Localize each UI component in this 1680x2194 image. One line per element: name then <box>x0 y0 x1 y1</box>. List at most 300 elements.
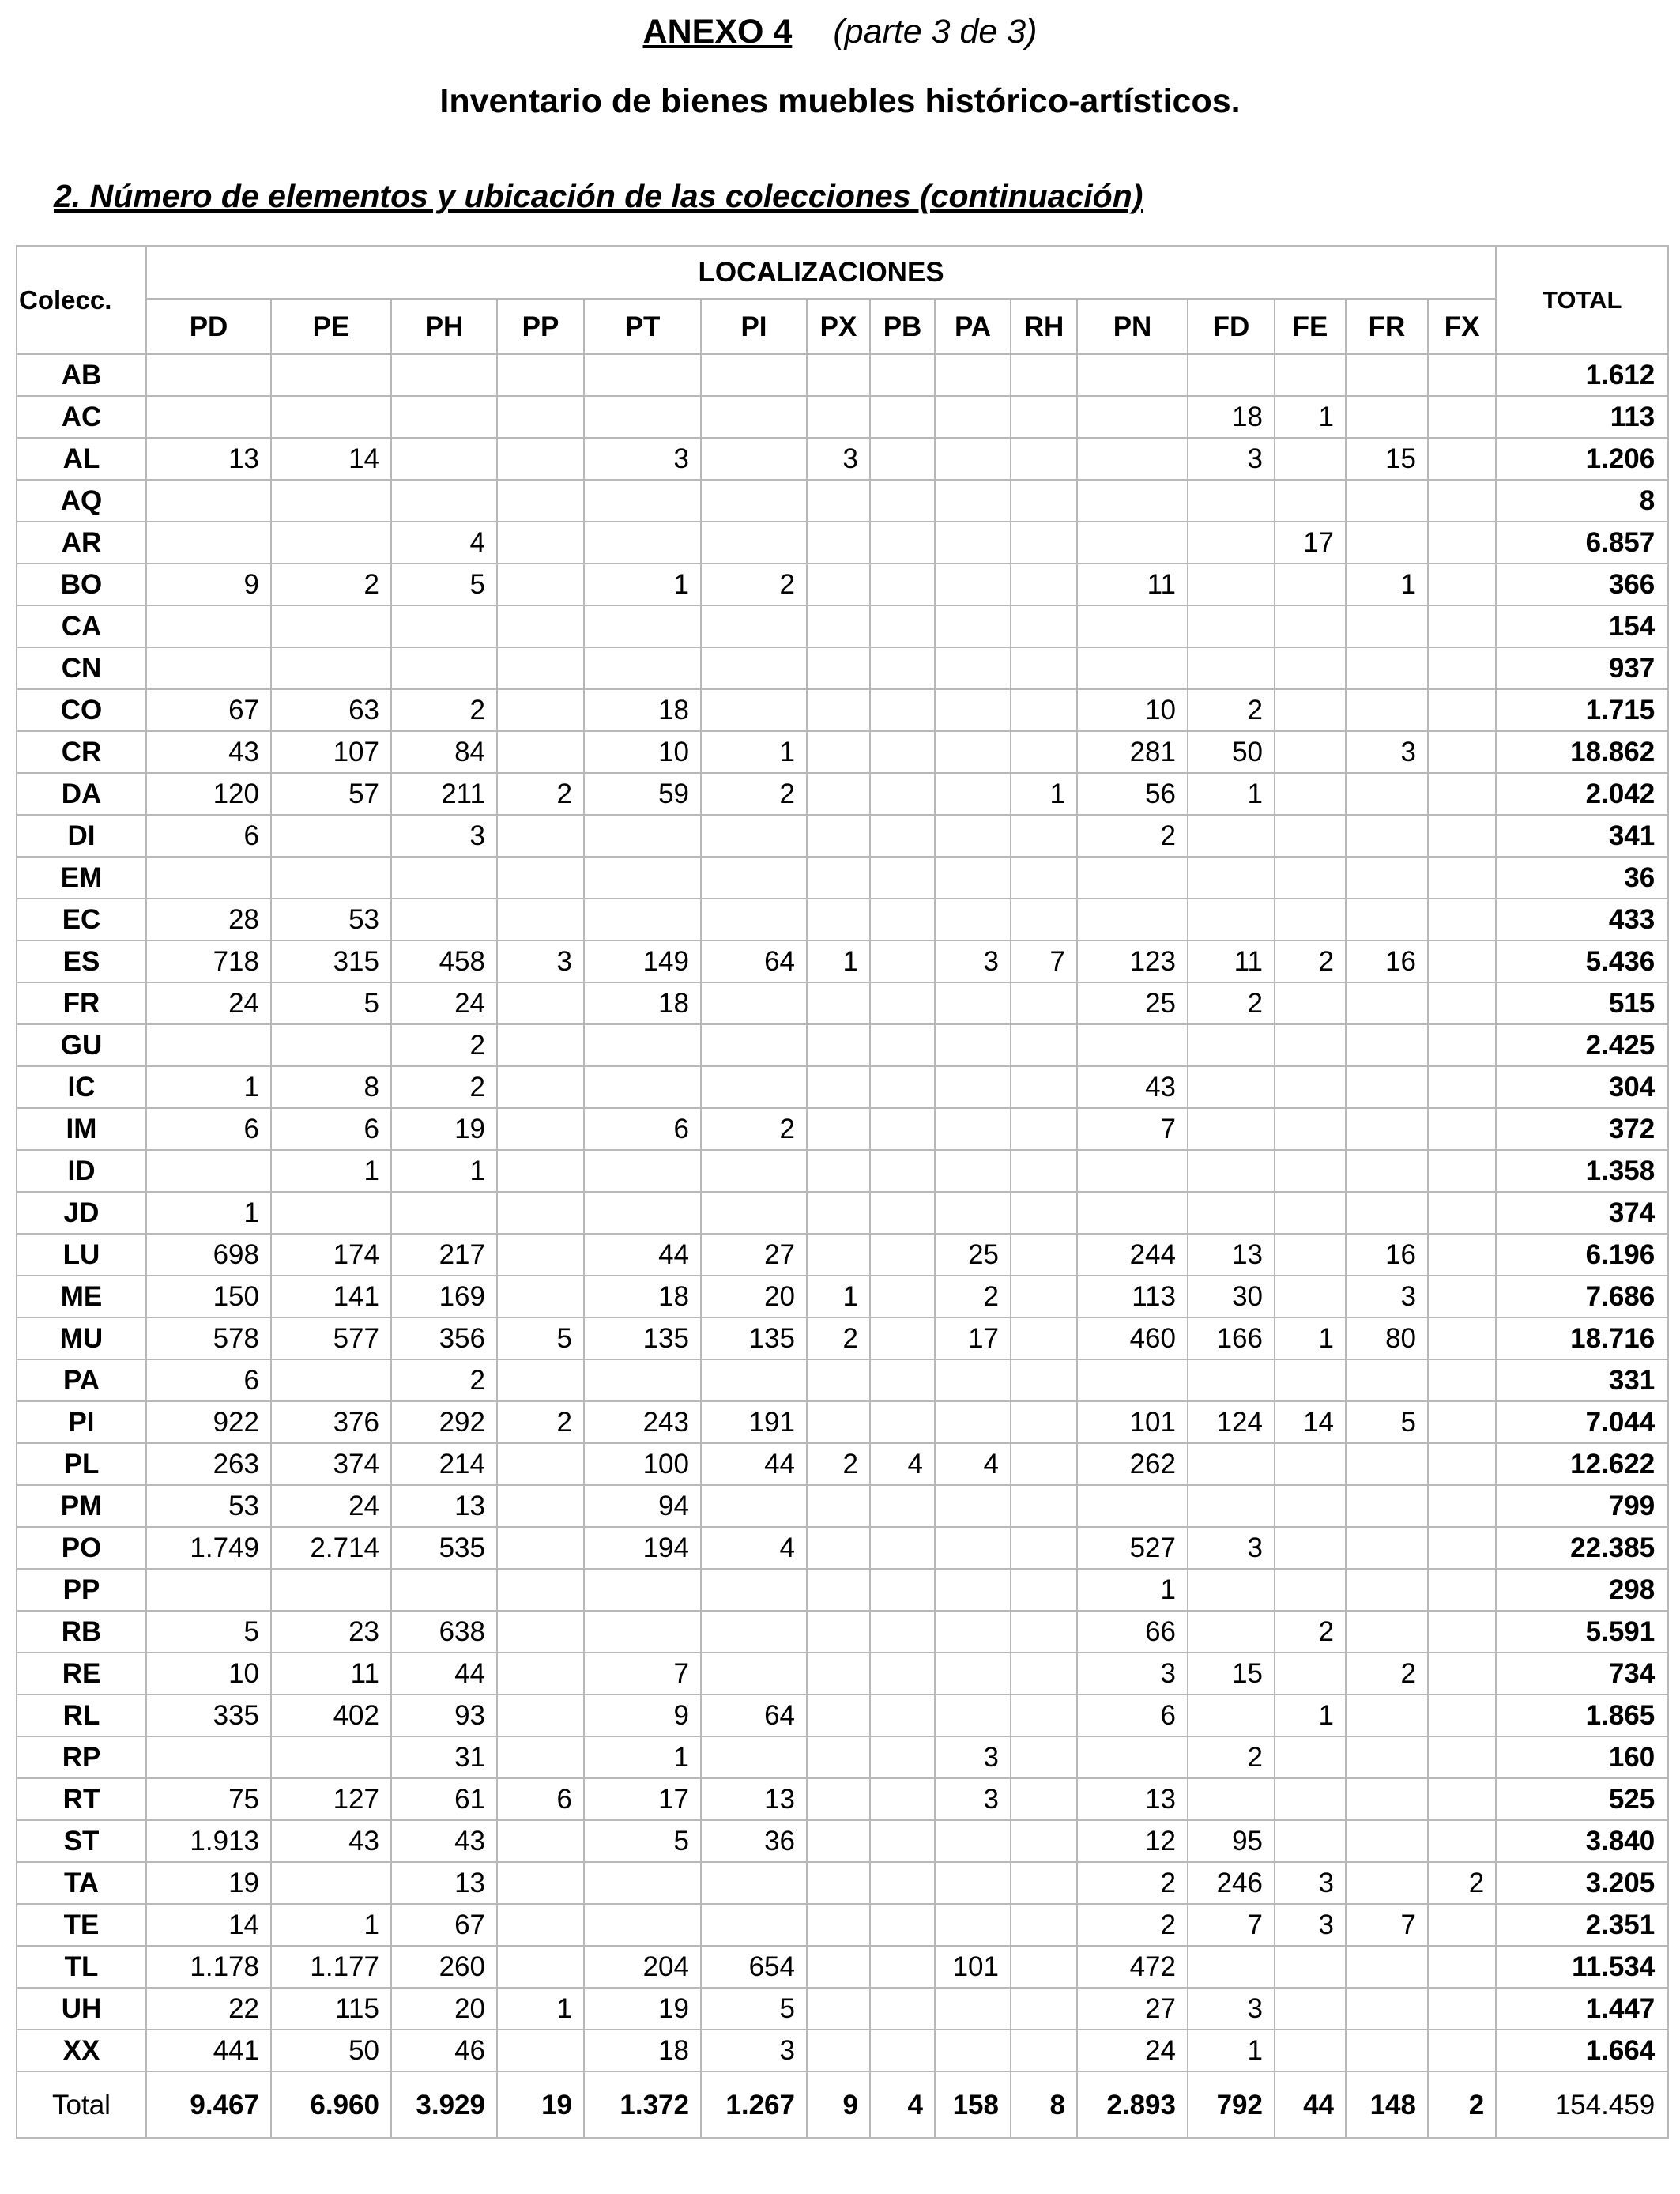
row-total: 160 <box>1496 1736 1668 1778</box>
table-cell <box>1275 1150 1346 1192</box>
row-total: 515 <box>1496 982 1668 1024</box>
table-cell: 2 <box>701 564 807 605</box>
table-cell <box>701 605 807 647</box>
table-cell <box>1011 1695 1077 1736</box>
table-cell: 43 <box>391 1820 497 1862</box>
table-cell <box>935 1485 1011 1527</box>
table-cell <box>1188 647 1275 689</box>
table-cell: 2 <box>1077 1862 1188 1904</box>
table-cell <box>807 1988 870 2030</box>
table-cell: 43 <box>146 731 271 773</box>
table-cell <box>271 815 391 857</box>
location-header-rh: RH <box>1011 299 1077 354</box>
table-cell <box>870 438 935 480</box>
collection-code: XX <box>17 2030 146 2071</box>
table-cell <box>1011 564 1077 605</box>
table-cell <box>870 1401 935 1443</box>
table-cell <box>584 1359 701 1401</box>
table-cell: 25 <box>1077 982 1188 1024</box>
table-cell <box>497 2030 584 2071</box>
table-cell <box>870 1359 935 1401</box>
table-cell: 100 <box>584 1443 701 1485</box>
table-cell: 211 <box>391 773 497 815</box>
table-row <box>17 1359 1668 1401</box>
row-total: 1.358 <box>1496 1150 1668 1192</box>
table-cell <box>870 815 935 857</box>
table-cell <box>1275 773 1346 815</box>
table-cell <box>391 899 497 941</box>
table-cell <box>701 1485 807 1527</box>
location-codes-row <box>17 299 1668 354</box>
table-cell: 3 <box>1188 1988 1275 2030</box>
table-cell: 44 <box>584 1234 701 1276</box>
table-cell <box>1428 647 1496 689</box>
table-cell: 1 <box>146 1066 271 1108</box>
table-cell: 66 <box>1077 1611 1188 1653</box>
table-row <box>17 1988 1668 2030</box>
table-cell <box>1428 1192 1496 1234</box>
location-header-pi: PI <box>701 299 807 354</box>
table-cell: 472 <box>1077 1946 1188 1988</box>
total-row <box>17 2071 1668 2138</box>
table-cell <box>870 354 935 396</box>
table-cell <box>1275 1108 1346 1150</box>
table-cell: 6 <box>271 1108 391 1150</box>
table-cell <box>1346 1443 1428 1485</box>
table-cell: 5 <box>584 1820 701 1862</box>
table-cell <box>497 1234 584 1276</box>
table-row <box>17 605 1668 647</box>
table-cell: 59 <box>584 773 701 815</box>
table-cell <box>935 815 1011 857</box>
row-total: 374 <box>1496 1192 1668 1234</box>
table-cell: 2 <box>1275 941 1346 982</box>
table-cell <box>807 1024 870 1066</box>
collection-code: AL <box>17 438 146 480</box>
table-cell <box>1077 899 1188 941</box>
table-cell <box>497 1611 584 1653</box>
table-cell: 460 <box>1077 1318 1188 1359</box>
table-cell <box>1346 815 1428 857</box>
table-cell: 718 <box>146 941 271 982</box>
table-cell <box>870 2030 935 2071</box>
table-cell <box>1011 1988 1077 2030</box>
collection-code: PP <box>17 1569 146 1611</box>
table-cell <box>935 480 1011 522</box>
table-cell <box>1011 1946 1077 1988</box>
collection-code: DA <box>17 773 146 815</box>
table-row <box>17 1736 1668 1778</box>
table-cell: 7 <box>1077 1108 1188 1150</box>
table-cell <box>1011 647 1077 689</box>
table-cell: 2 <box>1275 1611 1346 1653</box>
table-cell <box>1011 522 1077 564</box>
table-cell <box>271 605 391 647</box>
table-cell <box>1428 1066 1496 1108</box>
table-cell <box>870 1276 935 1318</box>
table-cell: 10 <box>146 1653 271 1695</box>
table-cell <box>807 1611 870 1653</box>
table-cell <box>1428 899 1496 941</box>
table-cell <box>497 1736 584 1778</box>
table-cell <box>935 522 1011 564</box>
locations-header: LOCALIZACIONES <box>146 246 1496 299</box>
table-cell <box>870 1988 935 2030</box>
table-cell <box>807 1695 870 1736</box>
table-cell <box>1428 1443 1496 1485</box>
collection-code: BO <box>17 564 146 605</box>
table-cell <box>1275 605 1346 647</box>
collection-code: MU <box>17 1318 146 1359</box>
table-cell <box>807 731 870 773</box>
table-cell: 61 <box>391 1778 497 1820</box>
table-cell <box>935 354 1011 396</box>
table-cell <box>146 354 271 396</box>
table-cell <box>1011 1276 1077 1318</box>
table-cell <box>870 731 935 773</box>
table-cell: 6 <box>497 1778 584 1820</box>
table-cell <box>1275 1736 1346 1778</box>
table-cell <box>1188 354 1275 396</box>
table-cell <box>935 1527 1011 1569</box>
table-cell: 123 <box>1077 941 1188 982</box>
table-body <box>17 354 1668 2071</box>
table-cell <box>935 2030 1011 2071</box>
table-cell: 1 <box>1275 1318 1346 1359</box>
table-cell <box>1077 1024 1188 1066</box>
table-cell <box>584 1024 701 1066</box>
table-cell <box>870 773 935 815</box>
table-cell <box>807 1527 870 1569</box>
table-cell <box>1275 1569 1346 1611</box>
table-cell: 101 <box>1077 1401 1188 1443</box>
table-row <box>17 1904 1668 1946</box>
table-cell: 1 <box>1275 396 1346 438</box>
table-row <box>17 773 1668 815</box>
table-cell <box>870 1318 935 1359</box>
table-cell <box>1275 1192 1346 1234</box>
table-cell <box>1428 1946 1496 1988</box>
table-cell <box>1428 2030 1496 2071</box>
table-cell <box>1275 1946 1346 1988</box>
table-cell <box>807 1820 870 1862</box>
table-cell: 1 <box>1188 2030 1275 2071</box>
table-cell <box>807 1401 870 1443</box>
table-cell <box>701 1024 807 1066</box>
collection-code: DI <box>17 815 146 857</box>
table-cell <box>1188 1150 1275 1192</box>
table-cell: 2 <box>497 773 584 815</box>
table-cell: 1 <box>271 1150 391 1192</box>
table-cell <box>1275 354 1346 396</box>
table-cell <box>701 480 807 522</box>
table-cell <box>1188 564 1275 605</box>
table-cell <box>497 1653 584 1695</box>
table-cell: 5 <box>1346 1401 1428 1443</box>
table-cell: 107 <box>271 731 391 773</box>
table-cell <box>584 1066 701 1108</box>
table-cell: 166 <box>1188 1318 1275 1359</box>
table-cell: 53 <box>146 1485 271 1527</box>
table-cell <box>935 1611 1011 1653</box>
table-cell <box>497 480 584 522</box>
table-cell <box>1188 1192 1275 1234</box>
table-row <box>17 1820 1668 1862</box>
table-cell <box>1428 815 1496 857</box>
table-cell: 18 <box>1188 396 1275 438</box>
row-total: 372 <box>1496 1108 1668 1150</box>
table-cell: 18 <box>584 689 701 731</box>
table-cell: 9 <box>146 564 271 605</box>
table-cell <box>807 857 870 899</box>
table-cell <box>1346 982 1428 1024</box>
table-cell: 2 <box>391 1359 497 1401</box>
table-cell <box>1275 1820 1346 1862</box>
table-cell <box>1346 647 1428 689</box>
table-cell <box>391 354 497 396</box>
table-cell: 24 <box>1077 2030 1188 2071</box>
table-cell: 24 <box>391 982 497 1024</box>
table-cell <box>1275 1653 1346 1695</box>
table-cell <box>1346 1778 1428 1820</box>
table-cell: 1 <box>391 1150 497 1192</box>
table-cell <box>497 899 584 941</box>
table-cell: 64 <box>701 941 807 982</box>
table-cell: 2 <box>1077 815 1188 857</box>
table-cell <box>701 1359 807 1401</box>
row-total: 3.840 <box>1496 1820 1668 1862</box>
table-cell: 67 <box>391 1904 497 1946</box>
row-total: 1.206 <box>1496 438 1668 480</box>
table-cell: 3 <box>1346 1276 1428 1318</box>
table-cell: 1 <box>1346 564 1428 605</box>
table-cell: 120 <box>146 773 271 815</box>
collection-code: PL <box>17 1443 146 1485</box>
table-cell <box>807 1485 870 1527</box>
table-cell <box>807 982 870 1024</box>
table-cell: 115 <box>271 1988 391 2030</box>
table-cell <box>870 1862 935 1904</box>
table-cell <box>584 522 701 564</box>
table-cell <box>1428 564 1496 605</box>
table-cell <box>701 1611 807 1653</box>
total-header: TOTAL <box>1496 246 1668 354</box>
table-cell <box>870 647 935 689</box>
table-cell: 3 <box>1077 1653 1188 1695</box>
table-cell: 356 <box>391 1318 497 1359</box>
table-cell <box>497 1485 584 1527</box>
table-cell: 2 <box>391 1066 497 1108</box>
table-cell <box>584 1904 701 1946</box>
table-cell <box>935 773 1011 815</box>
section-subtitle: 2. Número de elementos y ubicación de las colecciones (continuación) <box>54 178 1143 214</box>
collection-code: CA <box>17 605 146 647</box>
table-cell <box>807 354 870 396</box>
table-cell: 7 <box>1188 1904 1275 1946</box>
table-cell <box>1275 899 1346 941</box>
table-cell: 402 <box>271 1695 391 1736</box>
table-cell <box>1275 564 1346 605</box>
table-cell: 3 <box>391 815 497 857</box>
table-cell <box>701 354 807 396</box>
table-cell: 75 <box>146 1778 271 1820</box>
table-cell <box>271 1024 391 1066</box>
row-total: 937 <box>1496 647 1668 689</box>
table-cell <box>1077 1192 1188 1234</box>
table-cell <box>1346 1611 1428 1653</box>
table-cell: 4 <box>935 1443 1011 1485</box>
table-cell: 577 <box>271 1318 391 1359</box>
table-cell <box>1346 1946 1428 1988</box>
table-cell <box>1011 899 1077 941</box>
table-cell <box>935 899 1011 941</box>
table-cell: 150 <box>146 1276 271 1318</box>
table-cell <box>497 731 584 773</box>
column-total: 44 <box>1275 2071 1346 2138</box>
table-cell: 1 <box>271 1904 391 1946</box>
table-cell <box>271 396 391 438</box>
row-total: 1.715 <box>1496 689 1668 731</box>
table-cell <box>701 1150 807 1192</box>
table-cell <box>1428 1234 1496 1276</box>
table-cell <box>1011 1150 1077 1192</box>
table-cell <box>584 1611 701 1653</box>
collection-code: PI <box>17 1401 146 1443</box>
table-cell: 2 <box>391 689 497 731</box>
table-row <box>17 1862 1668 1904</box>
table-cell: 1 <box>584 1736 701 1778</box>
table-cell <box>1346 1862 1428 1904</box>
table-cell <box>391 857 497 899</box>
collection-code: UH <box>17 1988 146 2030</box>
table-cell: 4 <box>870 1443 935 1485</box>
table-cell: 53 <box>271 899 391 941</box>
table-cell: 174 <box>271 1234 391 1276</box>
table-cell: 698 <box>146 1234 271 1276</box>
table-cell <box>1188 1485 1275 1527</box>
column-total: 2.893 <box>1077 2071 1188 2138</box>
table-cell <box>1428 354 1496 396</box>
table-cell: 4 <box>391 522 497 564</box>
location-header-pe: PE <box>271 299 391 354</box>
table-cell: 95 <box>1188 1820 1275 1862</box>
table-cell <box>497 1150 584 1192</box>
table-cell <box>935 857 1011 899</box>
table-cell <box>391 1569 497 1611</box>
table-cell <box>1346 1988 1428 2030</box>
table-cell <box>935 1653 1011 1695</box>
row-total: 5.591 <box>1496 1611 1668 1653</box>
table-cell <box>870 1569 935 1611</box>
collection-code: PM <box>17 1485 146 1527</box>
table-cell: 13 <box>391 1862 497 1904</box>
table-cell <box>1428 1695 1496 1736</box>
table-cell <box>935 1066 1011 1108</box>
table-cell: 2 <box>1346 1653 1428 1695</box>
table-cell <box>1188 1108 1275 1150</box>
collection-code: AC <box>17 396 146 438</box>
column-total: 792 <box>1188 2071 1275 2138</box>
table-cell <box>1428 1024 1496 1066</box>
grand-total: 154.459 <box>1496 2071 1668 2138</box>
table-cell <box>146 396 271 438</box>
table-cell <box>701 982 807 1024</box>
table-cell: 124 <box>1188 1401 1275 1443</box>
table-cell: 922 <box>146 1401 271 1443</box>
table-cell <box>1188 522 1275 564</box>
row-total: 304 <box>1496 1066 1668 1108</box>
table-cell <box>584 480 701 522</box>
table-cell <box>497 1904 584 1946</box>
table-cell <box>1011 1318 1077 1359</box>
table-cell: 5 <box>497 1318 584 1359</box>
table-cell <box>1011 1234 1077 1276</box>
table-cell: 13 <box>1188 1234 1275 1276</box>
table-cell <box>1077 1485 1188 1527</box>
table-cell <box>1428 1359 1496 1401</box>
table-cell: 2 <box>1428 1862 1496 1904</box>
table-cell: 11 <box>1077 564 1188 605</box>
table-cell <box>271 1569 391 1611</box>
table-cell <box>1275 1527 1346 1569</box>
table-cell <box>935 1359 1011 1401</box>
location-header-fe: FE <box>1275 299 1346 354</box>
table-cell: 281 <box>1077 731 1188 773</box>
table-cell: 18 <box>584 982 701 1024</box>
row-total: 36 <box>1496 857 1668 899</box>
table-cell <box>1428 857 1496 899</box>
table-cell <box>497 1946 584 1988</box>
table-cell <box>497 1862 584 1904</box>
table-cell: 135 <box>701 1318 807 1359</box>
table-cell: 1 <box>1011 773 1077 815</box>
table-cell <box>1428 941 1496 982</box>
table-cell <box>1428 1401 1496 1443</box>
table-cell <box>1077 354 1188 396</box>
table-cell <box>807 1904 870 1946</box>
table-cell: 84 <box>391 731 497 773</box>
table-cell: 22 <box>146 1988 271 2030</box>
table-cell: 23 <box>271 1611 391 1653</box>
table-cell: 5 <box>271 982 391 1024</box>
table-cell: 6 <box>584 1108 701 1150</box>
column-total: 8 <box>1011 2071 1077 2138</box>
table-row <box>17 1611 1668 1653</box>
table-cell <box>1428 1736 1496 1778</box>
table-cell <box>1428 982 1496 1024</box>
table-cell <box>807 1946 870 1988</box>
table-cell: 191 <box>701 1401 807 1443</box>
table-row <box>17 1066 1668 1108</box>
table-cell <box>391 396 497 438</box>
table-cell <box>1011 1192 1077 1234</box>
collection-code: RL <box>17 1695 146 1736</box>
table-cell <box>1188 1946 1275 1988</box>
table-cell: 7 <box>1011 941 1077 982</box>
table-row <box>17 522 1668 564</box>
table-row <box>17 1527 1668 1569</box>
table-cell <box>497 1820 584 1862</box>
table-cell <box>870 480 935 522</box>
table-cell: 441 <box>146 2030 271 2071</box>
table-cell <box>1428 1150 1496 1192</box>
collection-code: TE <box>17 1904 146 1946</box>
table-cell: 8 <box>271 1066 391 1108</box>
table-cell <box>1428 480 1496 522</box>
table-cell <box>935 1150 1011 1192</box>
table-row <box>17 899 1668 941</box>
table-cell <box>271 857 391 899</box>
